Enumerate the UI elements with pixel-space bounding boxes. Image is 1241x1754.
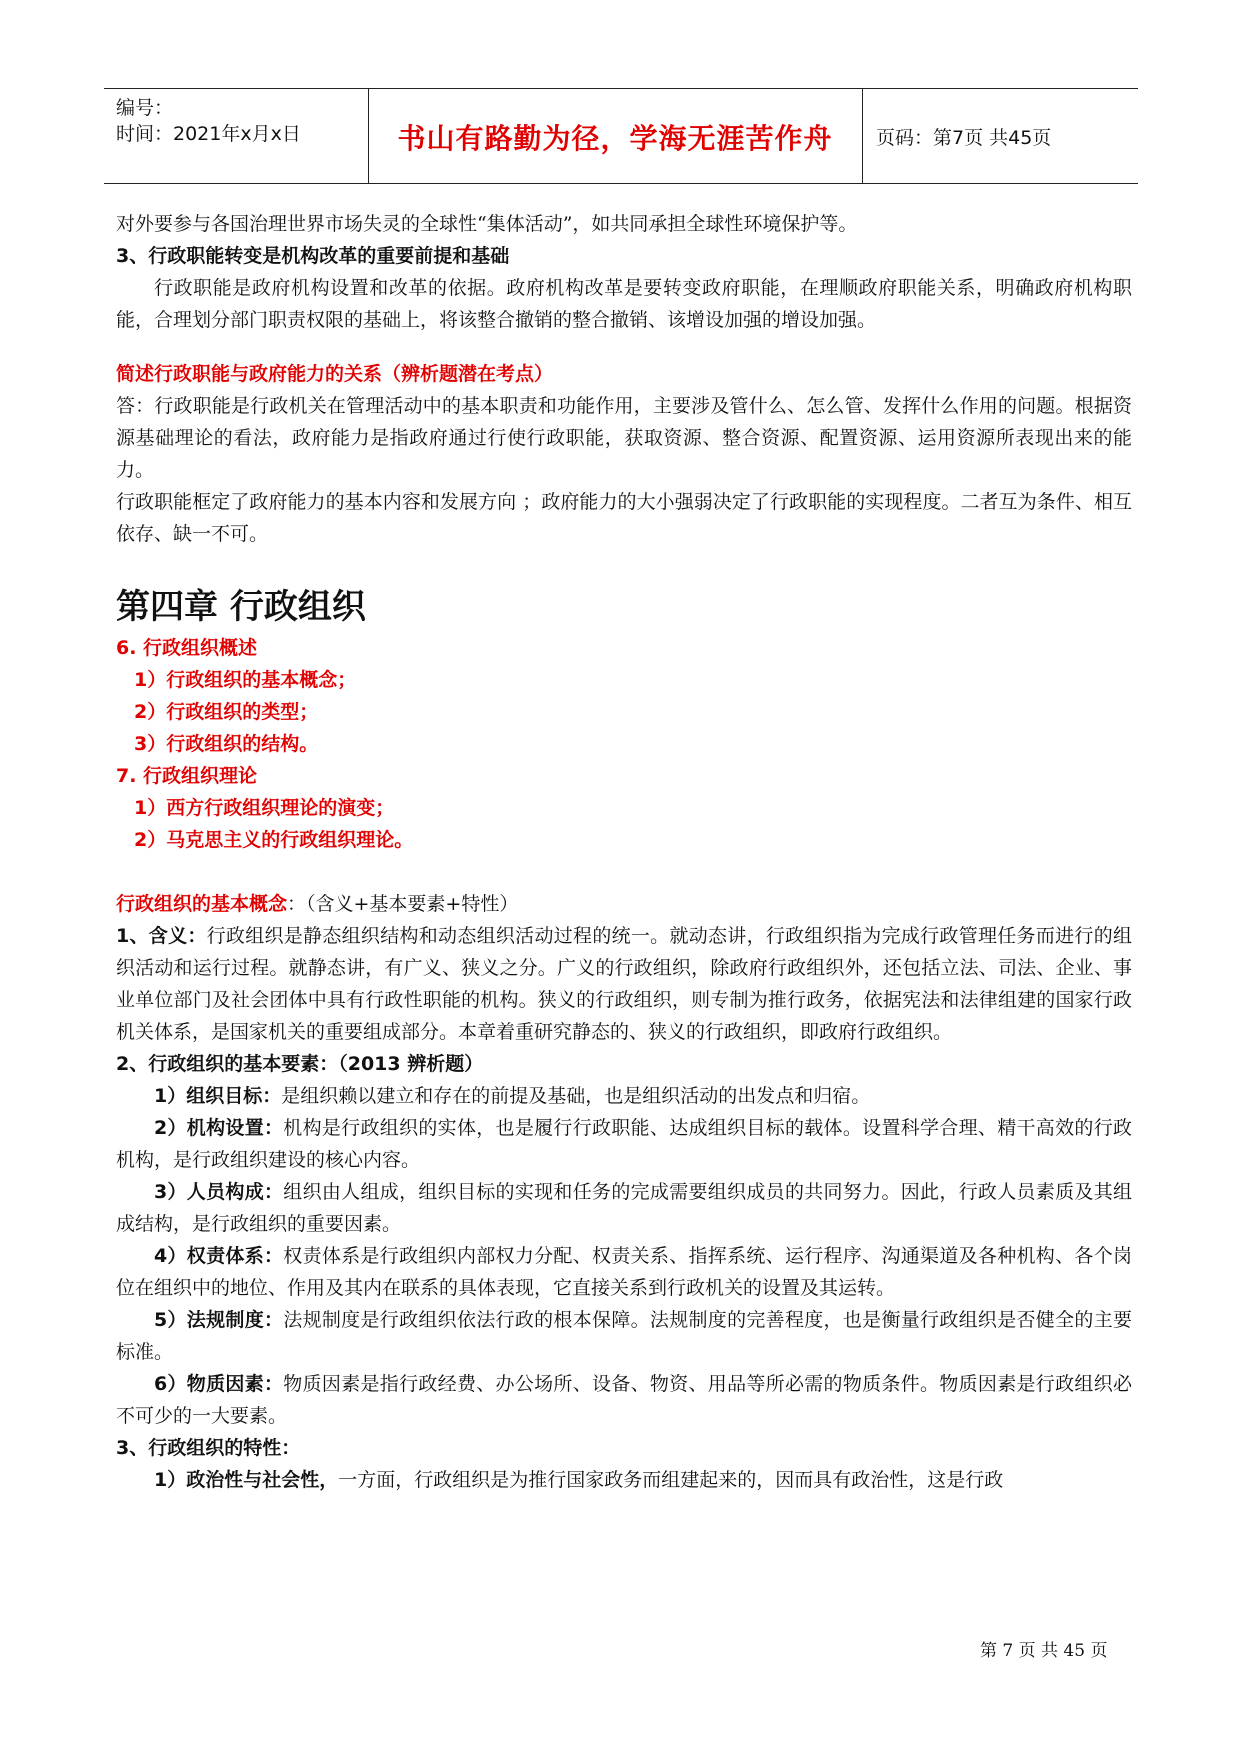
- element-label: 6）物质因素：: [154, 1373, 284, 1395]
- chapter-title: 第四章 行政组织: [116, 587, 366, 627]
- trait-label: 1）政治性与社会性，: [154, 1469, 339, 1491]
- elements-heading: 2、行政组织的基本要素：（2013 辨析题）: [116, 1053, 484, 1075]
- time-label: 时间：2021年x月x日: [116, 123, 301, 145]
- header-page-cell: [862, 89, 1138, 183]
- element-item: [116, 1080, 1132, 1112]
- element-label: 3）人员构成：: [154, 1181, 284, 1203]
- element-item: [116, 1112, 1132, 1176]
- meaning-paragraph: [116, 920, 1132, 1048]
- element-item: [116, 1240, 1132, 1304]
- outline-item: 2）行政组织的类型；: [134, 701, 319, 723]
- element-text: 是组织赖以建立和存在的前提及基础，也是组织活动的出发点和归宿。: [281, 1085, 871, 1107]
- outline-item: 6. 行政组织概述: [116, 637, 258, 659]
- element-item: [116, 1176, 1132, 1240]
- header-left-cell: [104, 89, 369, 183]
- element-item: [116, 1304, 1132, 1368]
- paragraph: 对外要参与各国治理世界市场失灵的全球性“集体活动”，如共同承担全球性环境保护等。: [116, 213, 858, 235]
- answer-paragraph: 行政职能框定了政府能力的基本内容和发展方向 ；政府能力的大小强弱决定了行政职能的实现程度。二者互为条件、相互依存、缺一不可。: [116, 491, 1132, 545]
- element-text: 法规制度是行政组织依法行政的根本保障。法规制度的完善程度，也是衡量行政组织是否健全的主要标准。: [116, 1309, 1132, 1363]
- trait-text: 一方面，行政组织是为推行国家政务而组建起来的，因而具有政治性，这是行政: [338, 1469, 1004, 1491]
- header-motto-cell: [368, 89, 863, 183]
- page-code: 页码：第7页 共45页: [876, 127, 1052, 149]
- section-heading: 3、行政职能转变是机构改革的重要前提和基础: [116, 245, 510, 267]
- element-label: 1）组织目标：: [154, 1085, 282, 1107]
- element-text: 权责体系是行政组织内部权力分配、权责关系、指挥系统、运行程序、沟通渠道及各种机构、各个岗位在组织中的地位、作用及其内在联系的具体表现，它直接关系到行政机关的设置及其运转。: [116, 1245, 1132, 1299]
- element-label: 5）法规制度：: [154, 1309, 284, 1331]
- meaning-label: 1、含义：: [116, 925, 207, 947]
- page-footer: 第 7 页 共 45 页: [980, 1641, 1108, 1661]
- outline-item: 1）西方行政组织理论的演变；: [134, 797, 395, 819]
- meaning-text: 行政组织是静态组织结构和动态组织活动过程的统一。就动态讲，行政组织指为完成行政管理任务而进行的组织活动和运行过程。就静态讲，有广义、狭义之分。广义的行政组织，除政府行政组织外，还包括立法、司法、企业、事业单位部门及社会团体中具有行政性职能的机构。狭义的行政组织，则专制为推行政务，依据宪法和法律组建的国家行政机关体系，是国家机关的重要组成部分。本章着重研究静态的、狭义的行政组织，即政府行政组织。: [116, 925, 1132, 1043]
- answer-paragraph: 答：行政职能是行政机关在管理活动中的基本职责和功能作用，主要涉及管什么、怎么管、发挥什么作用的问题。根据资源基础理论的看法，政府能力是指政府通过行使行政职能，获取资源、整合资源、配置资源、运用资源所表现出来的能力。: [116, 395, 1132, 481]
- outline-item: 3）行政组织的结构。: [134, 733, 319, 755]
- trait-item: [116, 1464, 1132, 1496]
- concept-heading: [116, 888, 1132, 920]
- concept-title: 行政组织的基本概念: [116, 893, 288, 915]
- document-header: [104, 88, 1138, 184]
- element-item: [116, 1368, 1132, 1432]
- element-text: 组织由人组成，组织目标的实现和任务的完成需要组织成员的共同努力。因此，行政人员素质及其组成结构，是行政组织的重要因素。: [116, 1181, 1132, 1235]
- outline-item: 2）马克思主义的行政组织理论。: [134, 829, 414, 851]
- element-label: 2）机构设置：: [154, 1117, 284, 1139]
- motto: 书山有路勤为径，学海无涯苦作舟: [397, 122, 833, 155]
- paragraph: 行政职能是政府机构设置和改革的依据。政府机构改革是要转变政府职能，在理顺政府职能关系，明确政府机构职能，合理划分部门职责权限的基础上，将该整合撤销的整合撤销、该增设加强的增设加强。: [116, 277, 1132, 331]
- element-text: 物质因素是指行政经费、办公场所、设备、物资、用品等所必需的物质条件。物质因素是行政组织必不可少的一大要素。: [116, 1373, 1132, 1427]
- traits-heading: 3、行政组织的特性：: [116, 1437, 301, 1459]
- element-text: 机构是行政组织的实体，也是履行行政职能、达成组织目标的载体。设置科学合理、精干高效的行政机构，是行政组织建设的核心内容。: [116, 1117, 1132, 1171]
- element-label: 4）权责体系：: [154, 1245, 284, 1267]
- document-body: [116, 208, 1132, 1496]
- concept-note: ：（含义+基本要素+特性）: [287, 893, 519, 915]
- outline-item: 1）行政组织的基本概念；: [134, 669, 357, 691]
- question-title: 简述行政职能与政府能力的关系（辨析题潜在考点）: [116, 363, 554, 385]
- outline-item: 7. 行政组织理论: [116, 765, 258, 787]
- number-label: 编号：: [116, 97, 174, 119]
